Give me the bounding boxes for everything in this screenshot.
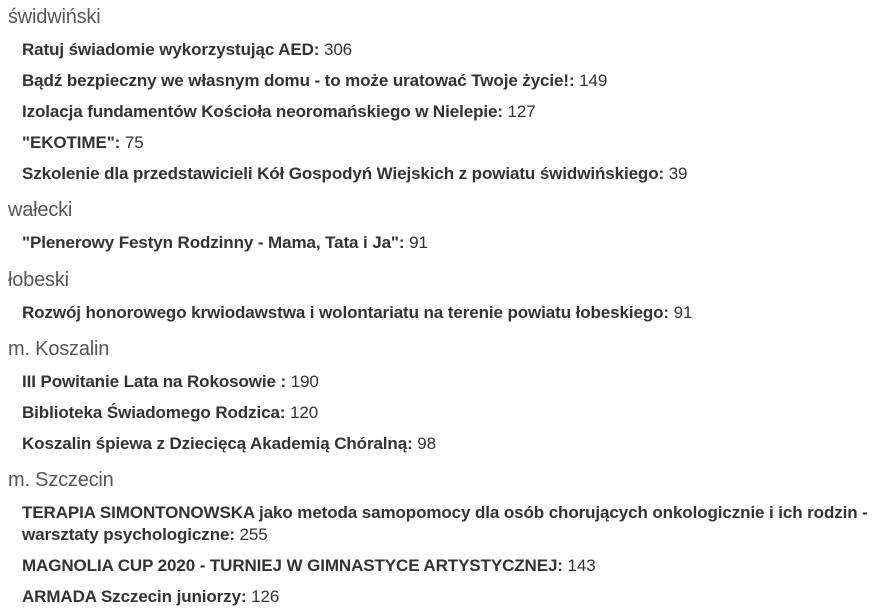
project-title: "Plenerowy Festyn Rodzinny - Mama, Tata i Ja": bbox=[22, 233, 405, 253]
project-item bbox=[22, 70, 877, 92]
vote-count: 190 bbox=[290, 371, 319, 391]
project-title: Ratuj świadomie wykorzystując AED: bbox=[22, 40, 320, 59]
vote-count: 149 bbox=[579, 71, 608, 91]
project-title: Koszalin śpiewa z Dziecięcą Akademią Chóralną: bbox=[22, 433, 413, 453]
project-title: Biblioteka Świadomego Rodzica: bbox=[22, 402, 286, 422]
project-item bbox=[22, 586, 877, 608]
region-heading: wałecki bbox=[8, 199, 73, 222]
project-item bbox=[22, 555, 877, 577]
vote-count: 126 bbox=[251, 587, 280, 607]
vote-count: 306 bbox=[323, 40, 353, 59]
region-heading: łobeski bbox=[8, 268, 69, 291]
project-title: Rozwój honorowego krwiodawstwa i wolontariatu na terenie powiatu łobeskiego: bbox=[22, 302, 669, 322]
project-item bbox=[22, 39, 877, 61]
project-item bbox=[22, 433, 877, 455]
project-title: TERAPIA SIMONTONOWSKA jako metoda samopomocy dla osób chorujących onkologicznie i ich rodzin - warsztaty psychologiczne: bbox=[22, 502, 868, 545]
project-title: Bądź bezpieczny we własnym domu - to może uratować Twoje życie!: bbox=[22, 71, 575, 91]
region-section bbox=[8, 199, 877, 254]
project-item bbox=[22, 163, 877, 185]
project-title: MAGNOLIA CUP 2020 - TURNIEJ W GIMNASTYCE ARTYSTYCZNEJ: bbox=[22, 556, 563, 576]
project-title: Izolacja fundamentów Kościoła neoromańskiego w Nielepie: bbox=[22, 102, 503, 122]
project-title: III Powitanie Lata na Rokosowie : bbox=[22, 371, 287, 391]
project-item bbox=[22, 371, 877, 393]
vote-count: 127 bbox=[507, 102, 536, 122]
region-section bbox=[8, 269, 877, 324]
project-item bbox=[22, 101, 877, 123]
vote-count: 75 bbox=[124, 133, 144, 153]
vote-count: 91 bbox=[409, 233, 428, 253]
region-section bbox=[8, 469, 877, 608]
project-item bbox=[22, 502, 877, 546]
vote-count: 98 bbox=[417, 433, 436, 453]
region-section bbox=[8, 6, 877, 185]
vote-count: 39 bbox=[668, 164, 688, 184]
project-item bbox=[22, 232, 877, 254]
vote-count: 91 bbox=[673, 302, 693, 322]
project-item bbox=[22, 402, 877, 424]
region-section bbox=[8, 338, 877, 455]
vote-count: 120 bbox=[290, 402, 319, 422]
project-item bbox=[22, 302, 877, 324]
project-item bbox=[22, 132, 877, 154]
project-title: "EKOTIME": bbox=[22, 133, 121, 153]
vote-count: 255 bbox=[239, 525, 268, 545]
region-heading: m. Koszalin bbox=[8, 337, 110, 360]
region-heading: świdwiński bbox=[8, 6, 101, 28]
project-title: ARMADA Szczecin juniorzy: bbox=[22, 587, 247, 607]
region-heading: m. Szczecin bbox=[8, 468, 114, 491]
vote-count: 143 bbox=[567, 556, 596, 576]
project-title: Szkolenie dla przedstawicieli Kół Gospodyń Wiejskich z powiatu świdwińskiego: bbox=[22, 164, 665, 184]
